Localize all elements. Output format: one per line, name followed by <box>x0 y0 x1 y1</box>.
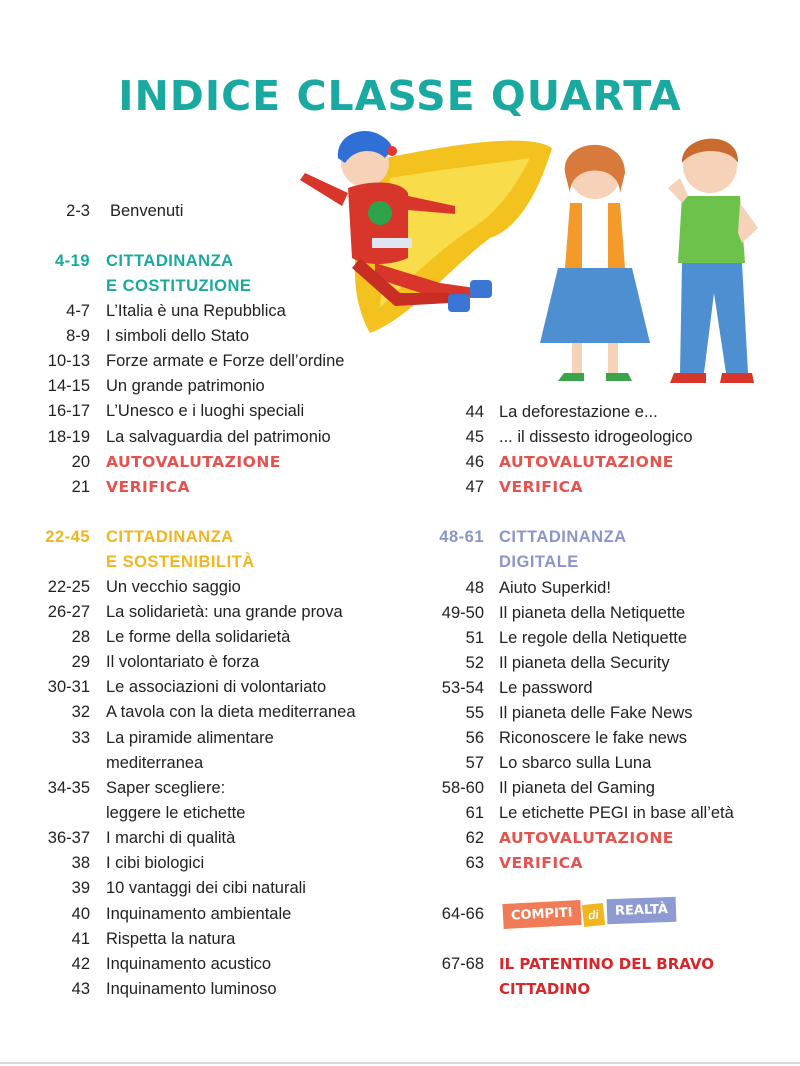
page-number: 33 <box>71 729 90 747</box>
entry-label: Un vecchio saggio <box>106 578 241 596</box>
page-number: 57 <box>465 754 484 772</box>
entry-label: Rispetta la natura <box>106 930 236 948</box>
page-number: 10-13 <box>47 352 90 370</box>
page-number: 28 <box>71 628 90 646</box>
page-number: 42 <box>71 955 90 973</box>
page-number: 44 <box>465 403 484 421</box>
page-number: 48 <box>465 579 484 597</box>
page-number: 52 <box>465 654 484 672</box>
entry-label: Il pianeta della Netiquette <box>499 604 686 622</box>
entry-label: Le etichette PEGI in base all’età <box>499 804 734 822</box>
page-number: 45 <box>465 428 484 446</box>
page-number: 51 <box>465 629 484 647</box>
page-number: 40 <box>71 905 90 923</box>
entry-label: 10 vantaggi dei cibi naturali <box>106 879 306 897</box>
kids-superhero-illustration <box>290 118 780 400</box>
entry-label: Il volontariato è forza <box>106 653 260 671</box>
page-number: 4-19 <box>54 252 90 270</box>
page-number: 58-60 <box>441 779 484 797</box>
entry-label: VERIFICA <box>106 478 191 496</box>
page-number: 63 <box>465 854 484 872</box>
page-number: 56 <box>465 729 484 747</box>
entry-label: La piramide alimentare <box>106 729 274 747</box>
page-number: 34-35 <box>47 779 90 797</box>
entry-label: di <box>582 903 605 927</box>
entry-label: AUTOVALUTAZIONE <box>499 829 674 847</box>
page-number: 62 <box>465 829 484 847</box>
entry-label: AUTOVALUTAZIONE <box>106 453 281 471</box>
entry-label: I simboli dello Stato <box>106 327 250 345</box>
entry-label: Le forme della solidarietà <box>106 628 291 646</box>
entry-label: Il pianeta della Security <box>499 654 670 672</box>
page-number: 22-45 <box>45 528 90 546</box>
page-number: 61 <box>465 804 484 822</box>
entry-label: E COSTITUZIONE <box>106 277 252 295</box>
page-number: 49-50 <box>441 604 484 622</box>
entry-label: leggere le etichette <box>106 804 246 822</box>
entry-label: Un grande patrimonio <box>106 377 265 395</box>
page-number: 64-66 <box>441 905 484 923</box>
entry-label: REALTÀ <box>607 897 677 924</box>
entry-label: CITTADINO <box>499 980 591 998</box>
page-number: 16-17 <box>47 402 90 420</box>
entry-label: Inquinamento luminoso <box>106 980 277 998</box>
page-number: 36-37 <box>47 829 90 847</box>
entry-label: Forze armate e Forze dell’ordine <box>106 352 345 370</box>
page-number: 32 <box>71 703 90 721</box>
page-number: 39 <box>71 879 90 897</box>
page-number: 20 <box>71 453 90 471</box>
page-number: 21 <box>71 478 90 496</box>
entry-label: Le password <box>499 679 593 697</box>
entry-label: I cibi biologici <box>106 854 205 872</box>
page-number: 18-19 <box>47 428 90 446</box>
entry-label: E SOSTENIBILITÀ <box>106 553 255 571</box>
entry-label: Le associazioni di volontariato <box>106 678 327 696</box>
page-number: 67-68 <box>441 955 484 973</box>
entry-label: CITTADINANZA <box>106 528 234 546</box>
page-number: 29 <box>71 653 90 671</box>
entry-label: I marchi di qualità <box>106 829 236 847</box>
page-number: 48-61 <box>439 528 484 546</box>
entry-label: COMPITI <box>502 900 581 929</box>
page-number: 53-54 <box>441 679 484 697</box>
entry-label: A tavola con la dieta mediterranea <box>106 703 356 721</box>
entry-label: Aiuto Superkid! <box>499 579 611 597</box>
page-number: 4-7 <box>66 302 90 320</box>
page-number: 22-25 <box>47 578 90 596</box>
entry-label: AUTOVALUTAZIONE <box>499 453 674 471</box>
entry-label: Inquinamento ambientale <box>106 905 292 923</box>
page-number: 8-9 <box>66 327 90 345</box>
entry-label: mediterranea <box>106 754 204 772</box>
entry-label: Lo sbarco sulla Luna <box>499 754 652 772</box>
page-number: 55 <box>465 704 484 722</box>
entry-label: VERIFICA <box>499 854 584 872</box>
page-number: 26-27 <box>47 603 90 621</box>
entry-label: IL PATENTINO DEL BRAVO <box>499 955 714 973</box>
entry-label: CITTADINANZA <box>106 252 234 270</box>
entry-label: La solidarietà: una grande prova <box>106 603 343 621</box>
entry-label: Le regole della Netiquette <box>499 629 688 647</box>
entry-label: DIGITALE <box>499 553 579 571</box>
entry-label: VERIFICA <box>499 478 584 496</box>
entry-label: Inquinamento acustico <box>106 955 272 973</box>
entry-label: Benvenuti <box>110 202 184 220</box>
entry-label: L’Unesco e i luoghi speciali <box>106 402 305 420</box>
page-number: 43 <box>71 980 90 998</box>
page-number: 47 <box>465 478 484 496</box>
entry-label: La deforestazione e... <box>499 403 658 421</box>
entry-label: CITTADINANZA <box>499 528 627 546</box>
page-number: 46 <box>465 453 484 471</box>
page-number: 38 <box>71 854 90 872</box>
page-number: 30-31 <box>47 678 90 696</box>
entry-label: Il pianeta del Gaming <box>499 779 655 797</box>
page-number: 41 <box>71 930 90 948</box>
entry-label: Riconoscere le fake news <box>499 729 688 747</box>
entry-label: Il pianeta delle Fake News <box>499 704 693 722</box>
entry-label: Saper scegliere: <box>106 779 226 797</box>
page-number: 14-15 <box>47 377 90 395</box>
page-title: INDICE CLASSE QUARTA <box>118 72 682 120</box>
entry-label: ... il dissesto idrogeologico <box>499 428 693 446</box>
page-bottom-divider <box>0 1062 800 1064</box>
entry-label: L’Italia è una Repubblica <box>106 302 286 320</box>
entry-label: La salvaguardia del patrimonio <box>106 428 331 446</box>
page-number: 2-3 <box>66 202 90 220</box>
